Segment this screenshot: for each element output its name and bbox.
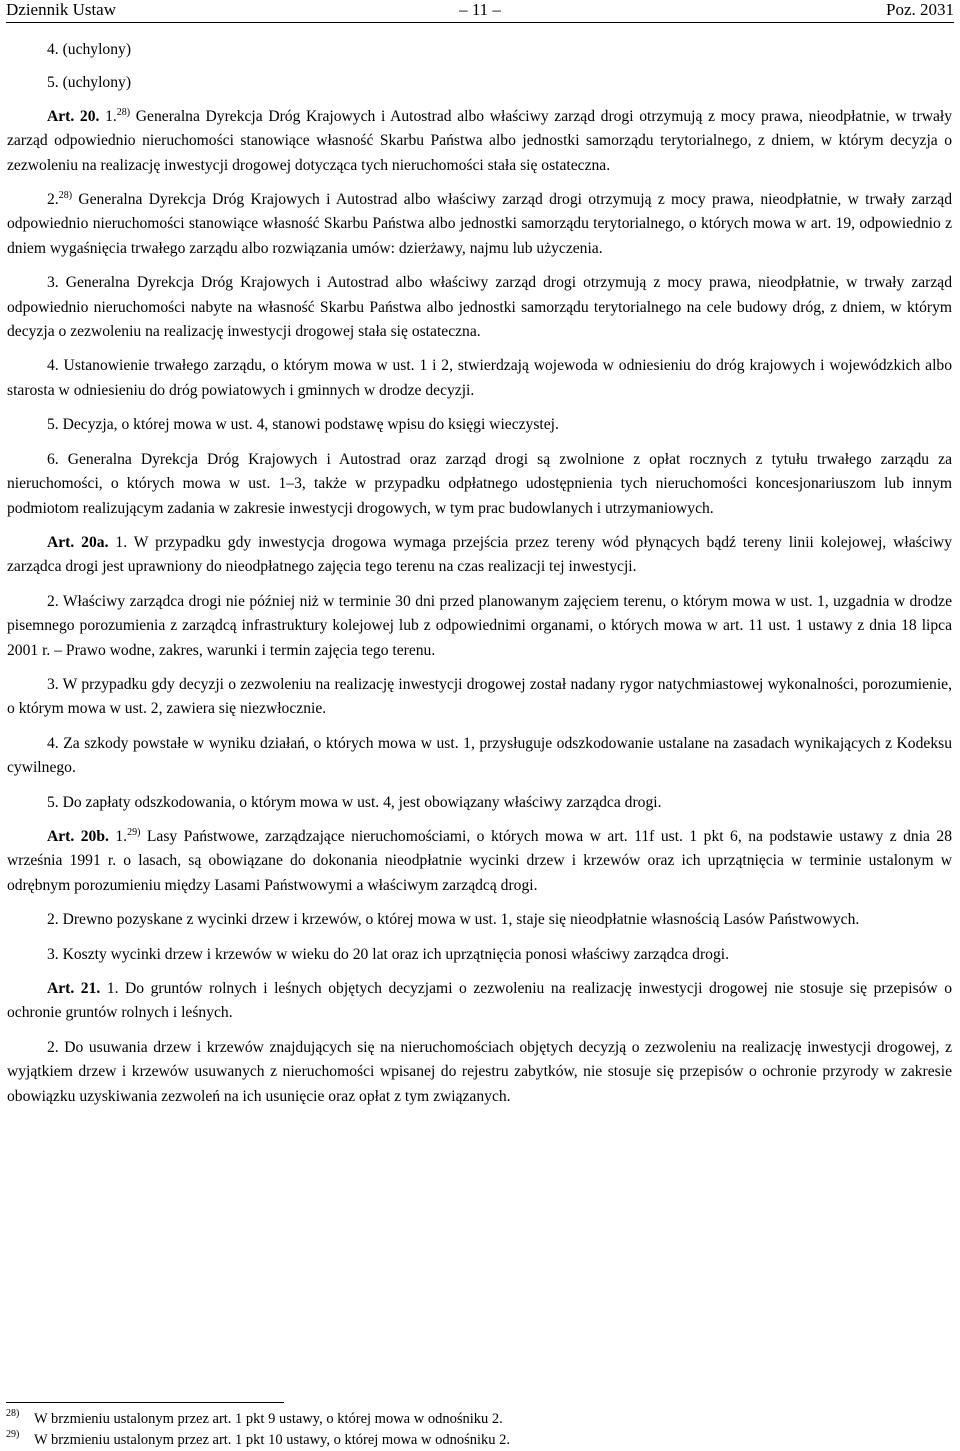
paragraph-art20a-5 [7, 791, 952, 815]
paragraph-art20a-3 [7, 673, 952, 722]
paragraph-art20-6 [7, 448, 952, 521]
footnote-text: W brzmieniu ustalonym przez art. 1 pkt 9 ustawy, o której mowa w odnośniku 2. [34, 1411, 503, 1427]
paragraph-art20b-2 [7, 908, 952, 932]
footnote-text: W brzmieniu ustalonym przez art. 1 pkt 10 ustawy, o której mowa w odnośniku 2. [34, 1432, 510, 1448]
paragraph-art21-1 [7, 977, 952, 1026]
page-header [6, 0, 954, 23]
footnote-mark: 29) [6, 1429, 20, 1440]
footnote-28 [6, 1409, 952, 1430]
paragraph-art20-2 [7, 188, 952, 261]
article-heading: Art. 20. [47, 107, 100, 125]
paragraph-art21-2 [7, 1036, 952, 1109]
paragraph-text: 2. Drewno pozyskane z wycinki drzew i krzewów, o której mowa w ust. 1, staje się nieodpłatnie własnością Lasów Państwowych. [47, 911, 860, 929]
paragraph-text: Generalna Dyrekcja Dróg Krajowych i Autostrad albo właściwy zarząd drogi otrzymują z mocy prawa, nieodpłatnie, w trwały zarząd odpowiednio nieruchomości stanowiące własność Skarbu Państwa albo jednostki samorządu terytorialnego, z dniem, w którym decyzja o zezwoleniu na realizację inwestycji drogowej dotycząca tych nieruchomości stała się ostateczna. [7, 107, 953, 174]
paragraph-text: 5. Decyzja, o której mowa w ust. 4, stanowi podstawę wpisu do księgi wieczystej. [47, 416, 559, 434]
document-body [7, 38, 952, 1109]
paragraph-text: 2. Właściwy zarządca drogi nie później niż w terminie 30 dni przed planowanym zajęciem terenu, o którym mowa w ust. 1, uzgadnia w drodze pisemnego porozumienia z zarządcą infrastruktury kolejowej lub z odpowiednimi organami, o których mowa w art. 11 ust. 1 ustawy z dnia 18 lipca 2001 r. – Prawo wodne, zakres, warunki i termin zajęcia tego terenu. [7, 592, 952, 659]
position-number: Poz. 2031 [886, 0, 954, 19]
paragraph-text: 3. W przypadku gdy decyzji o zezwoleniu na realizację inwestycji drogowej został nadany rygor natychmiastowej wykonalności, porozumienie, o którym mowa w ust. 2, zawiera się niezwłocznie. [7, 675, 952, 718]
paragraph-number: 2. [47, 191, 59, 209]
paragraph-text: 4. Ustanowienie trwałego zarządu, o którym mowa w ust. 1 i 2, stwierdzają wojewoda w odniesieniu do dróg krajowych i wojewódzkich albo starosta w odniesieniu do dróg powiatowych i gminnych w drodze decyzji. [7, 357, 952, 399]
footnotes [6, 1409, 952, 1451]
paragraph-text: 3. Koszty wycinki drzew i krzewów w wieku do 20 lat oraz ich uprzątnięcia ponosi właściwy zarządca drogi. [47, 945, 729, 963]
paragraph-text: 5. Do zapłaty odszkodowania, o którym mowa w ust. 4, jest obowiązany właściwy zarządca drogi. [47, 793, 662, 811]
article-heading: Art. 21. [47, 980, 101, 997]
paragraph-art20b-3 [7, 943, 952, 967]
paragraph-text: 1. W przypadku gdy inwestycja drogowa wymaga przejścia przez tereny wód płynących bądź tereny linii kolejowej, właściwy zarządca drogi jest uprawniony do nieodpłatnego zajęcia tego terenu na czas realizacji tej inwestycji. [7, 533, 952, 576]
page-number: – 11 – [459, 0, 501, 19]
footnote-ref[interactable]: 29) [127, 826, 141, 838]
paragraph-art20a-2 [7, 590, 952, 663]
paragraph-number: 1. [108, 827, 128, 845]
footnote-divider [6, 1402, 284, 1403]
journal-title: Dziennik Ustaw [6, 0, 117, 19]
paragraph-art20-5b [7, 413, 952, 437]
article-heading: Art. 20b. [47, 827, 109, 845]
paragraph-text: 3. Generalna Dyrekcja Dróg Krajowych i Autostrad albo właściwy zarząd drogi otrzymują z mocy prawa, nieodpłatnie, w trwały zarząd odpowiednio nieruchomości nabyte na własność Skarbu Państwa albo jednostki samorządu terytorialnego na cele budowy dróg, z dniem, w którym decyzja o zezwoleniu na realizację inwestycji drogowej stała się ostateczna. [7, 274, 952, 341]
paragraph-text: 6. Generalna Dyrekcja Dróg Krajowych i Autostrad oraz zarząd drogi są zwolnione z opłat rocznych z tytułu trwałego zarządu za nieruchomości, o których mowa w ust. 1–3, także w przypadku odpłatnego udostępnienia tych nieruchomości koncesjonariuszom lub innym podmiotom realizującym zadania w zakresie inwestycji drogowych, w tym prac budowlanych i utrzymaniowych. [7, 450, 952, 517]
footnote-mark: 28) [6, 1408, 20, 1419]
paragraph-text: Generalna Dyrekcja Dróg Krajowych i Autostrad albo właściwy zarząd drogi otrzymują z mocy prawa, nieodpłatnie, w trwały zarząd odpowiednio nieruchomości stanowiące własność Skarbu Państwa albo jednostki samorządu terytorialnego, o których mowa w art. 19, odpowiednio z dniem wygaśnięcia trwałego zarządu albo rozwiązania umów: dzierżawy, najmu lub użyczenia. [7, 191, 952, 257]
paragraph-art20a-1 [7, 531, 952, 580]
paragraph-text: 1. Do gruntów rolnych i leśnych objętych decyzjami o zezwoleniu na realizację inwestycji drogowej nie stosuje się przepisów o ochronie gruntów rolnych i leśnych. [7, 980, 953, 1022]
paragraph-number: 1. [99, 107, 117, 125]
paragraph-art20b-1 [7, 825, 952, 898]
paragraph-text: 2. Do usuwania drzew i krzewów znajdujących się na nieruchomościach objętych decyzją o zezwoleniu na realizację inwestycji drogowej, z wyjątkiem drzew i krzewów usuwanych z nieruchomości wpisanej do rejestru zabytków, nie stosuje się przepisów o ochronie przyrody w zakresie obowiązku uzyskiwania zezwoleń na ich usunięcie oraz opłat z tym związanych. [7, 1038, 952, 1105]
paragraph-art20-4 [7, 38, 952, 62]
footnote-ref[interactable]: 28) [58, 190, 73, 202]
paragraph-text: 5. (uchylony) [47, 74, 132, 92]
paragraph-text: 4. Za szkody powstałe w wyniku działań, o których mowa w ust. 1, przysługuje odszkodowanie ustalane na zasadach wynikających z Kodeksu cywilnego. [7, 734, 952, 777]
paragraph-text: 4. (uchylony) [47, 41, 132, 58]
paragraph-art20-1 [7, 105, 952, 178]
paragraph-art20-3 [7, 271, 952, 344]
paragraph-text: Lasy Państwowe, zarządzające nieruchomościami, o których mowa w art. 11f ust. 1 pkt 6, na podstawie ustawy z dnia 28 września 1991 r. o lasach, są obowiązane do dokonania nieodpłatnie wycinki drzew i krzewów oraz ich uprzątnięcia w terminie ustalonym w odrębnym porozumieniu między Lasami Państwowymi a właściwym zarządcą drogi. [7, 827, 953, 894]
footnote-29 [6, 1430, 952, 1451]
paragraph-art20a-4 [7, 732, 952, 781]
article-heading: Art. 20a. [47, 533, 109, 551]
footnote-ref[interactable]: 28) [116, 106, 131, 118]
paragraph-art20-4b [7, 354, 952, 403]
paragraph-art20-5 [7, 71, 952, 95]
